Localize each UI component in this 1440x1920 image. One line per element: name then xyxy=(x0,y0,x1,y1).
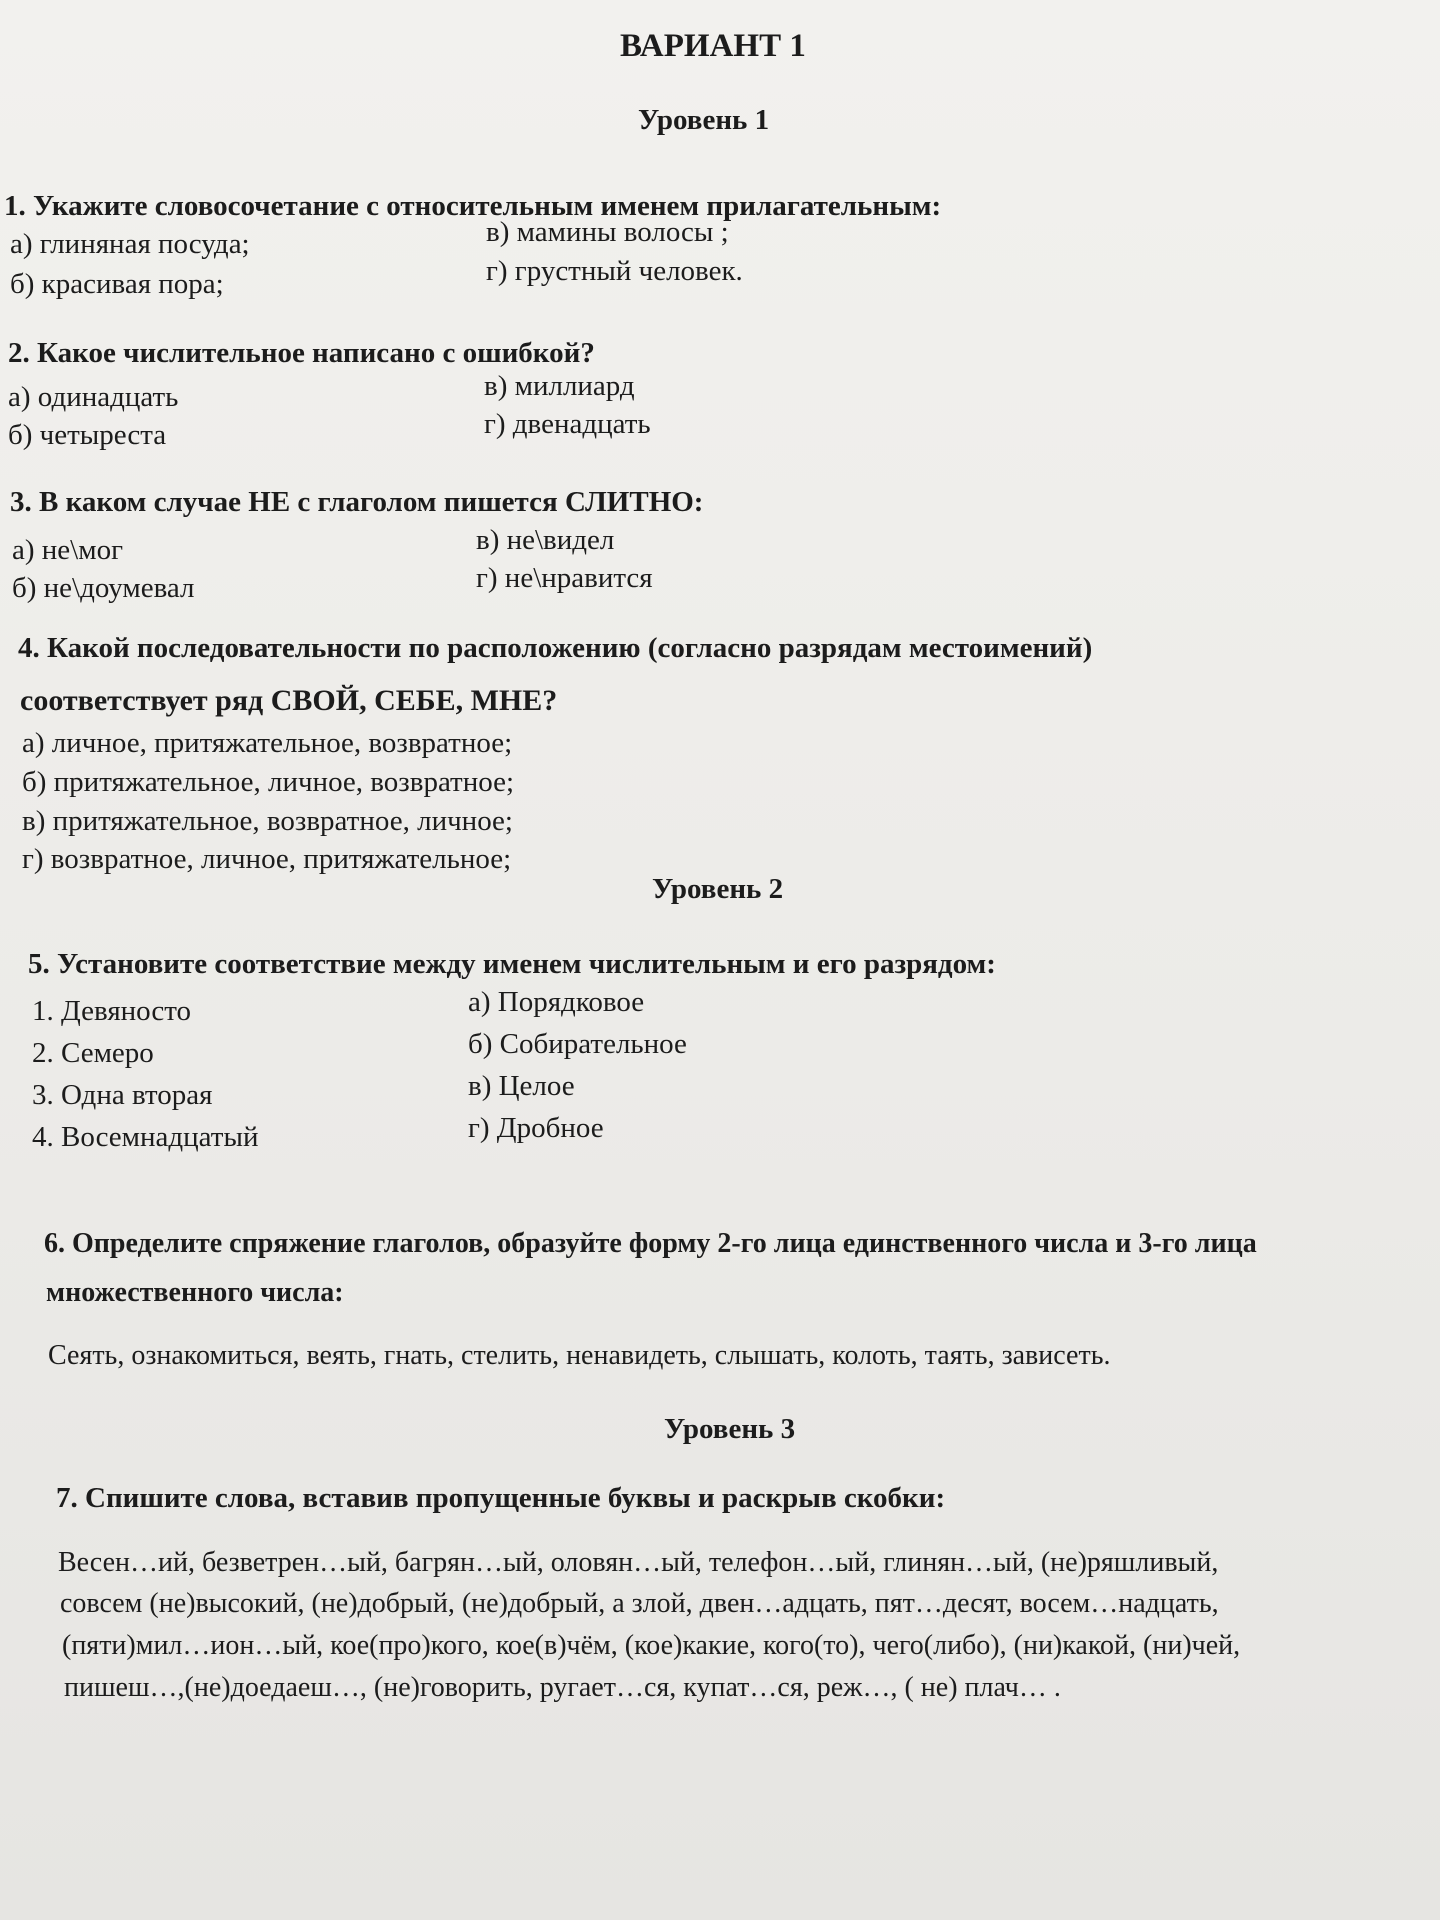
question-5: 5. Установите соответствие между именем числительным и его разрядом: xyxy=(28,948,996,980)
question-7: 7. Спишите слова, вставив пропущенные буквы и раскрыв скобки: xyxy=(56,1482,946,1514)
q5-item-1: 1. Девяносто xyxy=(32,995,192,1027)
q5-item-4: 4. Восемнадцатый xyxy=(32,1121,259,1153)
q7-line-3: (пяти)мил…ион…ый, кое(про)кого, кое(в)чём, (кое)какие, кого(то), чего(либо), (ни)какой, (ни)чей, xyxy=(62,1630,1241,1661)
q1-option-a: а) глиняная посуда; xyxy=(10,228,250,260)
q2-option-b: б) четыреста xyxy=(8,419,167,451)
q3-option-b: б) не\доумевал xyxy=(12,572,195,604)
question-6-line-1: 6. Определите спряжение глаголов, образуйте форму 2-го лица единственного числа и 3-го лица xyxy=(44,1228,1257,1259)
q3-option-a: а) не\мог xyxy=(12,534,123,566)
question-3: 3. В каком случае НЕ с глаголом пишется СЛИТНО: xyxy=(10,486,704,518)
q3-option-v: в) не\видел xyxy=(476,524,615,556)
q5-category-v: в) Целое xyxy=(468,1070,575,1102)
level-1-heading: Уровень 1 xyxy=(638,104,770,136)
q4-option-a: а) личное, притяжательное, возвратное; xyxy=(22,727,513,759)
q5-item-3: 3. Одна вторая xyxy=(32,1079,213,1111)
q5-category-g: г) Дробное xyxy=(468,1112,604,1144)
q1-option-v: в) мамины волосы ; xyxy=(486,216,729,248)
question-2: 2. Какое числительное написано с ошибкой? xyxy=(8,337,595,369)
q2-option-a: а) одинадцать xyxy=(8,381,179,413)
q5-category-b: б) Собирательное xyxy=(468,1028,687,1060)
q3-option-g: г) не\нравится xyxy=(476,562,653,594)
question-6-line-2: множественного числа: xyxy=(46,1277,344,1308)
q2-option-g: г) двенадцать xyxy=(484,408,651,440)
q1-option-b: б) красивая пора; xyxy=(10,268,224,300)
q7-line-2: совсем (не)высокий, (не)добрый, (не)добрый, а злой, двен…адцать, пят…десят, восем…надцать, xyxy=(60,1588,1219,1619)
level-2-heading: Уровень 2 xyxy=(652,873,784,905)
q4-option-b: б) притяжательное, личное, возвратное; xyxy=(22,766,515,798)
q4-option-g: г) возвратное, личное, притяжательное; xyxy=(22,843,512,875)
question-4-line-1: 4. Какой последовательности по расположению (согласно разрядам местоимений) xyxy=(18,632,1093,664)
q5-item-2: 2. Семеро xyxy=(32,1037,154,1069)
q4-option-v: в) притяжательное, возвратное, личное; xyxy=(22,805,513,837)
q6-verb-list: Сеять, ознакомиться, веять, гнать, стелить, ненавидеть, слышать, колоть, таять, зависеть. xyxy=(48,1340,1111,1371)
variant-title: ВАРИАНТ 1 xyxy=(620,28,806,64)
q7-line-1: Весен…ий, безветрен…ый, багрян…ый, оловян…ый, телефон…ый, глинян…ый, (не)ряшливый, xyxy=(58,1547,1219,1578)
question-1: 1. Укажите словосочетание с относительным именем прилагательным: xyxy=(4,190,942,222)
q7-line-4: пишеш…,(не)доедаеш…, (не)говорить, ругает…ся, купат…ся, реж…, ( не) плач… . xyxy=(64,1672,1061,1703)
q5-category-a: а) Порядковое xyxy=(468,986,645,1018)
q1-option-g: г) грустный человек. xyxy=(486,255,743,287)
question-4-line-2: соответствует ряд СВОЙ, СЕБЕ, МНЕ? xyxy=(20,684,558,717)
level-3-heading: Уровень 3 xyxy=(664,1413,796,1445)
q2-option-v: в) миллиард xyxy=(484,370,635,402)
